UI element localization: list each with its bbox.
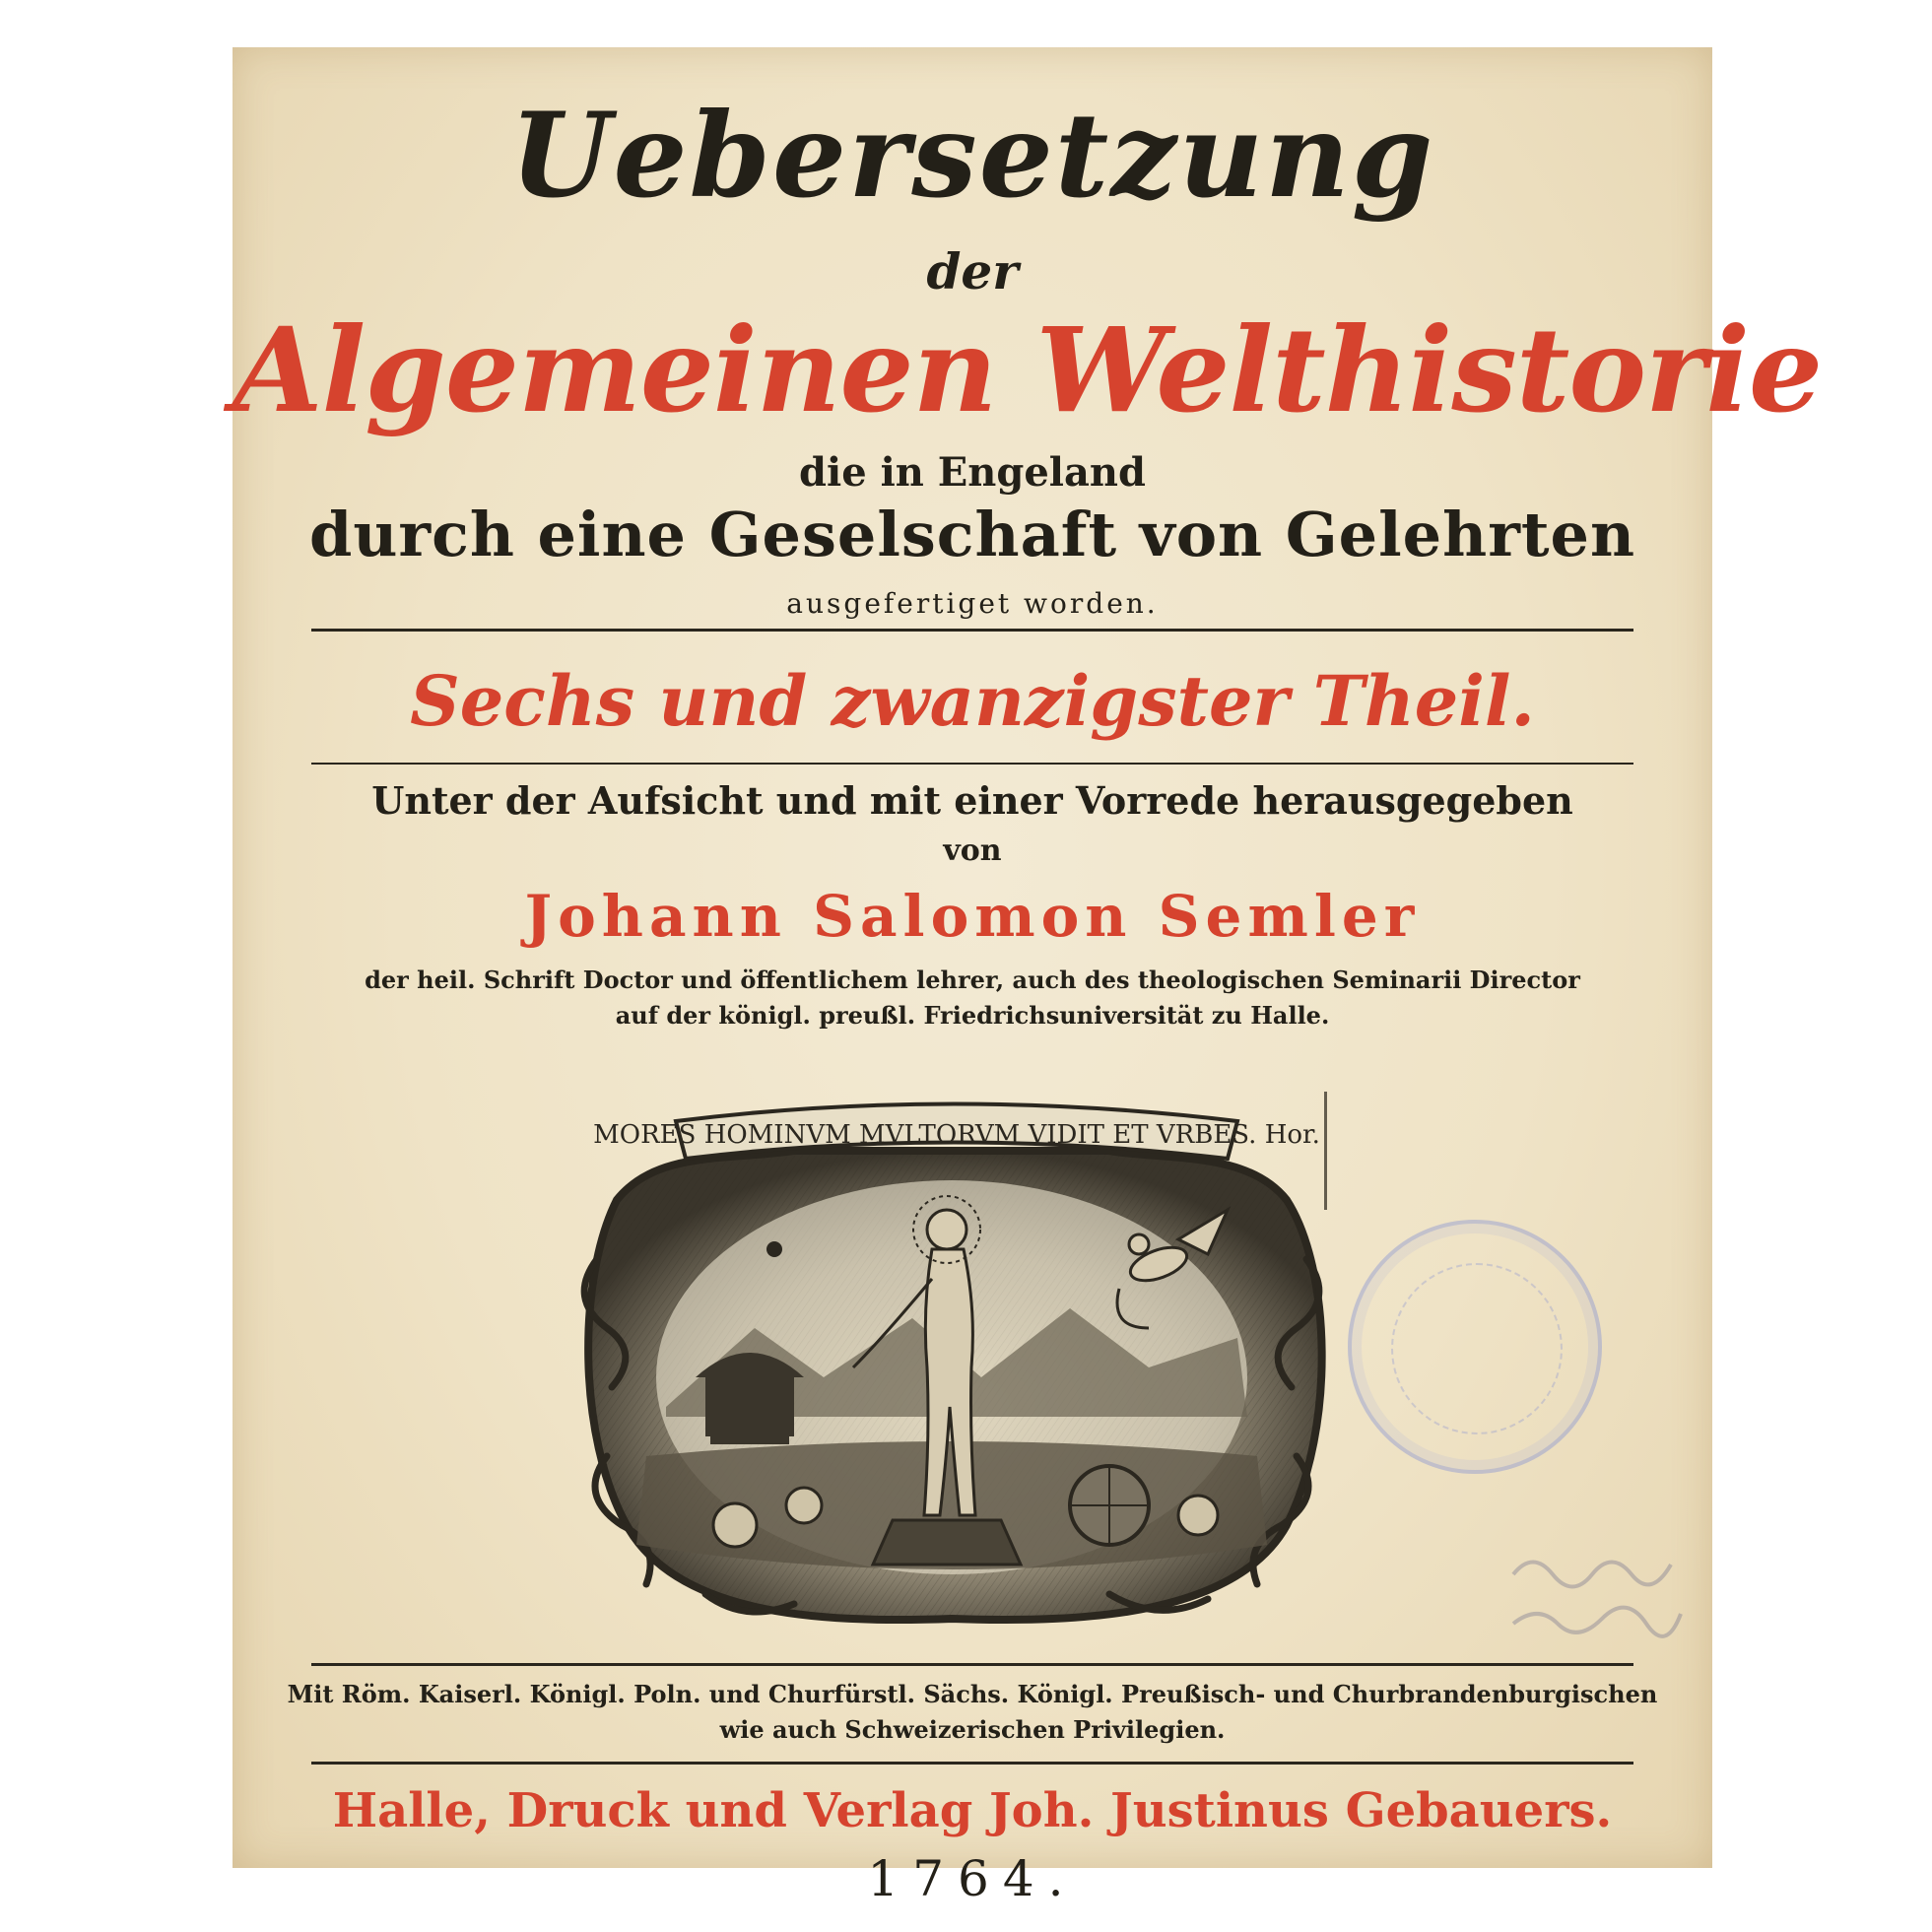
affiliation-line-1: der heil. Schrift Doctor und öffentlichem lehrer, auch des theologischen Seminarii Director xyxy=(365,966,1580,994)
vignette-motto: MORES HOMINVM MVLTORVM VIDIT ET VRBES. Hor. xyxy=(593,1120,1320,1150)
title-line-1: Uebersetzung xyxy=(509,87,1435,224)
subtitle-line-1: die in Engeland xyxy=(799,449,1146,496)
shelfmark-icon xyxy=(1503,1535,1691,1653)
divider-rule-3 xyxy=(311,1663,1633,1666)
privilege-line-1: Mit Röm. Kaiserl. Königl. Poln. und Churfürstl. Sächs. Königl. Preußisch- und Churbrandenburgischen xyxy=(287,1680,1658,1708)
title-page xyxy=(233,47,1823,1907)
part-heading: Sechs und zwanzigster Theil. xyxy=(410,660,1535,742)
divider-rule-1 xyxy=(311,629,1633,632)
von-line: von xyxy=(943,833,1002,868)
author-name: Johann Salomon Semler xyxy=(524,883,1421,950)
privilege-line-2: wie auch Schweizerischen Privilegien. xyxy=(719,1715,1226,1744)
divider-rule-2 xyxy=(311,763,1633,765)
library-stamp-icon xyxy=(1348,1220,1602,1474)
vignette-icon xyxy=(558,1082,1346,1633)
affiliation-line-2: auf der königl. preußl. Friedrichsuniversität zu Halle. xyxy=(615,1001,1330,1030)
publication-year: 1764. xyxy=(867,1850,1078,1907)
title-line-2: der xyxy=(926,242,1019,300)
subtitle-line-3: ausgefertiget worden. xyxy=(786,587,1159,620)
subtitle-line-2: durch eine Geselschaft von Gelehrten xyxy=(308,499,1636,570)
title-line-3: Algemeinen Welthistorie xyxy=(233,301,1823,438)
oversight-line: Unter der Aufsicht und mit einer Vorrede herausgegeben xyxy=(371,778,1573,823)
imprint-line: Halle, Druck und Verlag Joh. Justinus Gebauers. xyxy=(332,1783,1613,1838)
divider-rule-4 xyxy=(311,1762,1633,1765)
